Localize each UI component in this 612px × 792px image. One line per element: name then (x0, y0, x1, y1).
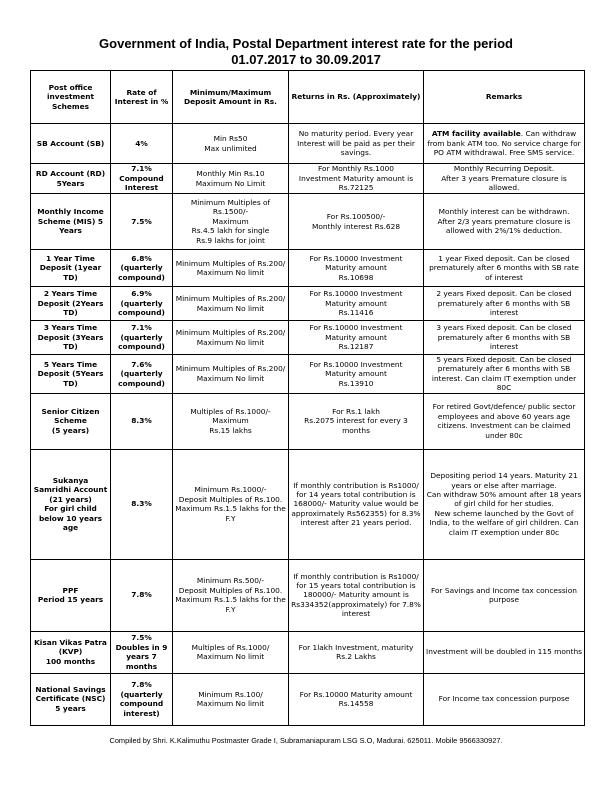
remarks-text: For Savings and Income tax concession purpose (431, 585, 577, 605)
header-returns: Returns in Rs. (Approximately) (289, 71, 424, 124)
rate-cell: 7.8% (111, 559, 173, 631)
remarks-bold-text: ATM facility available (431, 129, 521, 139)
remarks-text: For retired Govt/defence/ public sector employees and above 60 years age citizens. Investment can be claimed under 80c (432, 402, 576, 440)
deposit-cell: Minimum Multiples of Rs.200/ Maximum No limit (173, 321, 289, 355)
remarks-cell (424, 355, 585, 394)
remarks-text: 1 year Fixed deposit. Can be closed prematurely after 6 months with SB rate of interest (429, 253, 579, 282)
remarks-cell (424, 164, 585, 194)
remarks-cell (424, 559, 585, 631)
table-row (31, 287, 585, 321)
deposit-cell: Minimum Multiples of Rs.200/ Maximum No limit (173, 355, 289, 394)
document-title (30, 36, 582, 68)
remarks-cell (424, 631, 585, 673)
remarks-cell (424, 194, 585, 250)
rate-cell: 8.3% (111, 449, 173, 559)
remarks-cell (424, 673, 585, 725)
header-deposit: Minimum/Maximum Deposit Amount in Rs. (173, 71, 289, 124)
remarks-text: Monthly Recurring Deposit. After 3 years Premature closure is allowed. (441, 164, 567, 193)
title-line-1: Government of India, Postal Department interest rate for the period (99, 36, 513, 51)
interest-rate-table (30, 70, 585, 726)
returns-cell: If monthly contribution is Rs1000/ for 15 years total contribution is 180000/- Maturity amount is Rs334352(approximately) for 7.8% interest (289, 559, 424, 631)
scheme-cell: Kisan Vikas Patra (KVP) 100 months (31, 631, 111, 673)
returns-cell: If monthly contribution is Rs1000/ for 14 years total contribution is 168000/- Maturity value would be approximately Rs562355) for 8.3% interest after 21 years period. (289, 449, 424, 559)
scheme-cell: PPF Period 15 years (31, 559, 111, 631)
table-row (31, 631, 585, 673)
remarks-text: Depositing period 14 years. Maturity 21 years or else after marriage. Can withdraw 50% amount after 18 years of girl child for her studies. New scheme launched by the Govt of India, to the welfare of girl children. Can claim IT exemption under 80c (426, 471, 582, 537)
rate-cell: 7.5% (111, 194, 173, 250)
rate-cell: 7.1% (quarterly compound) (111, 321, 173, 355)
table-row (31, 164, 585, 194)
returns-cell: For Rs.1 lakh Rs.2075 interest for every 3 months (289, 393, 424, 449)
returns-cell: For 1lakh Investment, maturity Rs.2 Lakhs (289, 631, 424, 673)
returns-cell: For Rs.100500/- Monthly interest Rs.628 (289, 194, 424, 250)
compiler-credit: Compiled by Shri. K.Kalimuthu Postmaster Grade I, Subramaniapuram LSG S.O, Madurai. 625011. Mobile 9566330927. (109, 736, 503, 745)
rate-cell: 8.3% (111, 393, 173, 449)
returns-cell: For Rs.10000 Investment Maturity amount Rs.11416 (289, 287, 424, 321)
rate-cell: 6.8% (quarterly compound) (111, 250, 173, 287)
table-header-row (31, 71, 585, 124)
scheme-cell: RD Account (RD) 5Years (31, 164, 111, 194)
table-row (31, 321, 585, 355)
table-row (31, 673, 585, 725)
remarks-cell (424, 287, 585, 321)
remarks-text: 3 years Fixed deposit. Can be closed prematurely after 6 months with SB interest (436, 323, 572, 352)
table-row (31, 393, 585, 449)
deposit-cell: Monthly Min Rs.10 Maximum No Limit (173, 164, 289, 194)
remarks-text: Investment will be doubled in 115 months (426, 647, 582, 657)
table-row (31, 194, 585, 250)
table-row (31, 124, 585, 164)
scheme-cell: National Savings Certificate (NSC) 5 years (31, 673, 111, 725)
remarks-cell (424, 124, 585, 164)
remarks-cell (424, 250, 585, 287)
deposit-cell: Minimum Rs.500/- Deposit Multiples of Rs.100. Maximum Rs.1.5 lakhs for the F.Y (173, 559, 289, 631)
table-row (31, 559, 585, 631)
deposit-cell: Minimum Multiples of Rs.1500/- Maximum Rs.4.5 lakh for single Rs.9 lakhs for joint (173, 194, 289, 250)
rate-cell: 6.9% (quarterly compound) (111, 287, 173, 321)
header-rate: Rate of Interest in % (111, 71, 173, 124)
scheme-cell: 5 Years Time Deposit (5Years TD) (31, 355, 111, 394)
deposit-cell: Minimum Rs.100/ Maximum No limit (173, 673, 289, 725)
scheme-cell: 2 Years Time Deposit (2Years TD) (31, 287, 111, 321)
table-row (31, 355, 585, 394)
rate-cell: 4% (111, 124, 173, 164)
remarks-cell (424, 321, 585, 355)
remarks-cell (424, 393, 585, 449)
header-scheme: Post office investment Schemes (31, 71, 111, 124)
remarks-text: 5 years Fixed deposit. Can be closed prematurely after 6 months with SB interest. Can claim IT exemption under 80C (431, 355, 577, 393)
rate-cell: 7.5% Doubles in 9 years 7 months (111, 631, 173, 673)
deposit-cell: Multiples of Rs.1000/- Maximum Rs.15 lakhs (173, 393, 289, 449)
remarks-cell (424, 449, 585, 559)
returns-cell: For Rs.10000 Maturity amount Rs.14558 (289, 673, 424, 725)
scheme-cell: 3 Years Time Deposit (3Years TD) (31, 321, 111, 355)
deposit-cell: Minimum Multiples of Rs.200/ Maximum No limit (173, 250, 289, 287)
rate-cell: 7.1% Compound Interest (111, 164, 173, 194)
table-row (31, 449, 585, 559)
header-remarks: Remarks (424, 71, 585, 124)
scheme-cell: 1 Year Time Deposit (1year TD) (31, 250, 111, 287)
deposit-cell: Multiples of Rs.1000/ Maximum No limit (173, 631, 289, 673)
table-row (31, 250, 585, 287)
returns-cell: For Rs.10000 Investment Maturity amount Rs.10698 (289, 250, 424, 287)
deposit-cell: Min Rs50 Max unlimited (173, 124, 289, 164)
scheme-cell: Monthly Income Scheme (MIS) 5 Years (31, 194, 111, 250)
deposit-cell: Minimum Multiples of Rs.200/ Maximum No limit (173, 287, 289, 321)
remarks-text: 2 years Fixed deposit. Can be closed prematurely after 6 months with SB interest (436, 289, 572, 318)
deposit-cell: Minimum Rs.1000/- Deposit Multiples of Rs.100. Maximum Rs.1.5 lakhs for the F.Y (173, 449, 289, 559)
returns-cell: For Rs.10000 Investment Maturity amount Rs.12187 (289, 321, 424, 355)
scheme-cell: Senior Citizen Scheme (5 years) (31, 393, 111, 449)
remarks-text: For Income tax concession purpose (438, 694, 570, 704)
remarks-text: Monthly interest can be withdrawn. After 2/3 years premature closure is allowed with 2%/1% deduction. (437, 207, 571, 236)
returns-cell: For Monthly Rs.1000 Investment Maturity amount is Rs.72125 (289, 164, 424, 194)
scheme-cell: SB Account (SB) (31, 124, 111, 164)
title-line-2: 01.07.2017 to 30.09.2017 (231, 52, 381, 67)
rate-cell: 7.8% (quarterly compound interest) (111, 673, 173, 725)
scheme-cell: Sukanya Samridhi Account (21 years) For girl child below 10 years age (31, 449, 111, 559)
returns-cell: For Rs.10000 Investment Maturity amount Rs.13910 (289, 355, 424, 394)
remarks-text: . Can withdraw from bank ATM too. No service charge for PO ATM withdrawal. Free SMS service. (427, 129, 581, 158)
rate-cell: 7.6% (quarterly compound) (111, 355, 173, 394)
returns-cell: No maturity period. Every year Interest will be paid as per their savings. (289, 124, 424, 164)
